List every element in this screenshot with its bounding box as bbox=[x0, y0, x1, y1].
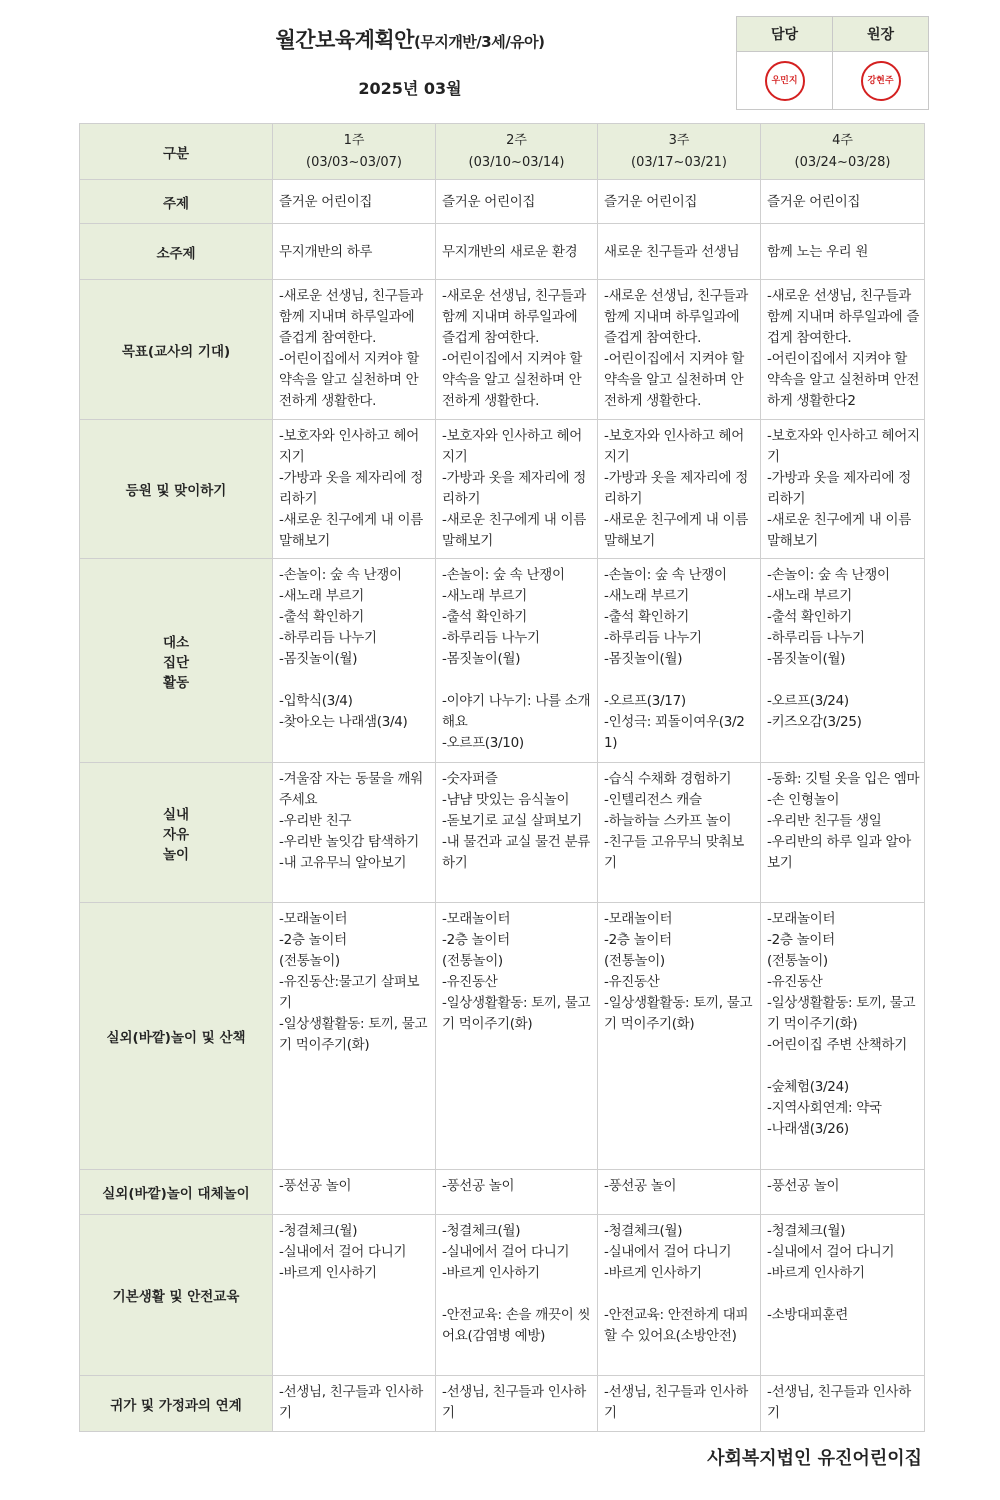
week-name: 3주 bbox=[668, 132, 690, 148]
plan-cell: -풍선공 놀이 bbox=[761, 1170, 925, 1215]
title-subtitle: (무지개반/3세/유아) bbox=[413, 33, 545, 51]
plan-cell: 즐거운 어린이집 bbox=[273, 180, 436, 224]
row-label: 소주제 bbox=[80, 224, 273, 280]
monthly-plan-table bbox=[79, 123, 925, 1432]
plan-cell: -청결체크(월) -실내에서 걸어 다니기 -바르게 인사하기 -안전교육: 손을 깨끗이 씻어요(감염병 예방) bbox=[436, 1215, 598, 1376]
plan-cell: -풍선공 놀이 bbox=[598, 1170, 761, 1215]
week-range: (03/03~03/07) bbox=[306, 154, 402, 170]
plan-cell: 무지개반의 하루 bbox=[273, 224, 436, 280]
plan-cell: 즐거운 어린이집 bbox=[761, 180, 925, 224]
plan-cell: -풍선공 놀이 bbox=[273, 1170, 436, 1215]
week-header bbox=[436, 124, 598, 180]
plan-cell: 함께 노는 우리 원 bbox=[761, 224, 925, 280]
table-row bbox=[80, 280, 925, 420]
plan-cell: -청결체크(월) -실내에서 걸어 다니기 -바르게 인사하기 -안전교육: 안전하게 대피할 수 있어요(소방안전) bbox=[598, 1215, 761, 1376]
plan-cell: -손놀이: 숲 속 난쟁이 -새노래 부르기 -출석 확인하기 -하루리듬 나누기 -몸짓놀이(월) -입학식(3/4) -찾아오는 나래샘(3/4) bbox=[273, 559, 436, 763]
title-main: 월간보육계획안 bbox=[275, 28, 414, 52]
week-header bbox=[598, 124, 761, 180]
plan-cell: -모래놀이터 -2층 놀이터 (전통놀이) -유진동산:물고기 살펴보기 -일상생활활동: 토끼, 물고기 먹이주기(화) bbox=[273, 903, 436, 1170]
stamp-manager: 우민지 bbox=[765, 61, 805, 101]
plan-cell: -풍선공 놀이 bbox=[436, 1170, 598, 1215]
plan-cell: -선생님, 친구들과 인사하기 bbox=[761, 1376, 925, 1432]
table-row bbox=[80, 180, 925, 224]
page-title bbox=[200, 24, 620, 54]
row-label: 실내 자유 놀이 bbox=[80, 763, 273, 903]
plan-cell: -새로운 선생님, 친구들과 함께 지내며 하루일과에 즐겁게 참여한다. -어린이집에서 지켜야 할 약속을 알고 실천하며 안전하게 생활한다2 bbox=[761, 280, 925, 420]
table-row bbox=[80, 763, 925, 903]
plan-cell: -선생님, 친구들과 인사하기 bbox=[598, 1376, 761, 1432]
header-corner: 구분 bbox=[80, 124, 273, 180]
row-label: 실외(바깥)놀이 대체놀이 bbox=[80, 1170, 273, 1215]
plan-cell: -손놀이: 숲 속 난쟁이 -새노래 부르기 -출석 확인하기 -하루리듬 나누기 -몸짓놀이(월) -오르프(3/24) -키즈오감(3/25) bbox=[761, 559, 925, 763]
week-range: (03/10~03/14) bbox=[468, 154, 565, 170]
row-label: 대소 집단 활동 bbox=[80, 559, 273, 763]
plan-cell: -선생님, 친구들과 인사하기 bbox=[273, 1376, 436, 1432]
stamp-director: 강현주 bbox=[861, 61, 901, 101]
week-name: 4주 bbox=[832, 132, 853, 148]
week-name: 2주 bbox=[506, 132, 527, 148]
plan-cell: -동화: 깃털 옷을 입은 엠마 -손 인형놀이 -우리반 친구들 생일 -우리반의 하루 일과 알아보기 bbox=[761, 763, 925, 903]
table-row bbox=[80, 1215, 925, 1376]
plan-cell: -청결체크(월) -실내에서 걸어 다니기 -바르게 인사하기 bbox=[273, 1215, 436, 1376]
plan-cell: -새로운 선생님, 친구들과 함께 지내며 하루일과에 즐겁게 참여한다. -어린이집에서 지켜야 할 약속을 알고 실천하며 안전하게 생활한다. bbox=[273, 280, 436, 420]
table-row bbox=[80, 559, 925, 763]
plan-cell: 새로운 친구들과 선생님 bbox=[598, 224, 761, 280]
table-row bbox=[80, 224, 925, 280]
plan-cell: 즐거운 어린이집 bbox=[598, 180, 761, 224]
organization-name: 사회복지법인 유진어린이집 bbox=[707, 1448, 922, 1469]
plan-cell: -모래놀이터 -2층 놀이터 (전통놀이) -유진동산 -일상생활활동: 토끼, 물고기 먹이주기(화) -어린이집 주변 산책하기 -숲체험(3/24) -지역사회연계: 약국 -나래샘(3/26) bbox=[761, 903, 925, 1170]
week-name: 1주 bbox=[343, 132, 365, 148]
week-range: (03/24~03/28) bbox=[794, 154, 891, 170]
plan-cell: -보호자와 인사하고 헤어지기 -가방과 옷을 제자리에 정리하기 -새로운 친구에게 내 이름 말해보기 bbox=[598, 420, 761, 559]
table-row bbox=[80, 1170, 925, 1215]
approval-header-manager: 담당 bbox=[737, 17, 833, 52]
week-header bbox=[761, 124, 925, 180]
table-row bbox=[80, 420, 925, 559]
plan-cell: 무지개반의 새로운 환경 bbox=[436, 224, 598, 280]
table-row bbox=[80, 1376, 925, 1432]
plan-cell: -새로운 선생님, 친구들과 함께 지내며 하루일과에 즐겁게 참여한다. -어린이집에서 지켜야 할 약속을 알고 실천하며 안전하게 생활한다. bbox=[598, 280, 761, 420]
table-row bbox=[80, 903, 925, 1170]
row-label: 기본생활 및 안전교육 bbox=[80, 1215, 273, 1376]
plan-cell: -모래놀이터 -2층 놀이터 (전통놀이) -유진동산 -일상생활활동: 토끼, 물고기 먹이주기(화) bbox=[436, 903, 598, 1170]
row-label: 주제 bbox=[80, 180, 273, 224]
row-label: 귀가 및 가정과의 연계 bbox=[80, 1376, 273, 1432]
plan-cell: -습식 수채화 경험하기 -인텔리전스 캐슬 -하늘하늘 스카프 놀이 -친구들 고유무늬 맞춰보기 bbox=[598, 763, 761, 903]
approval-cell-director bbox=[833, 52, 929, 110]
plan-date: 2025년 03월 bbox=[358, 79, 462, 98]
plan-cell: -보호자와 인사하고 헤어지기 -가방과 옷을 제자리에 정리하기 -새로운 친구에게 내 이름 말해보기 bbox=[273, 420, 436, 559]
plan-cell: -새로운 선생님, 친구들과 함께 지내며 하루일과에 즐겁게 참여한다. -어린이집에서 지켜야 할 약속을 알고 실천하며 안전하게 생활한다. bbox=[436, 280, 598, 420]
week-header bbox=[273, 124, 436, 180]
approval-header-director: 원장 bbox=[833, 17, 929, 52]
row-label: 등원 및 맞이하기 bbox=[80, 420, 273, 559]
approval-box bbox=[736, 16, 929, 110]
week-range: (03/17~03/21) bbox=[631, 154, 727, 170]
plan-cell: -겨울잠 자는 동물을 깨워주세요 -우리반 친구 -우리반 놀잇감 탐색하기 -내 고유무늬 알아보기 bbox=[273, 763, 436, 903]
plan-cell: -손놀이: 숲 속 난쟁이 -새노래 부르기 -출석 확인하기 -하루리듬 나누기 -몸짓놀이(월) -오르프(3/17) -인성극: 꾀돌이여우(3/21) bbox=[598, 559, 761, 763]
row-label: 실외(바깥)놀이 및 산책 bbox=[80, 903, 273, 1170]
approval-cell-manager bbox=[737, 52, 833, 110]
plan-cell: -보호자와 인사하고 헤어지기 -가방과 옷을 제자리에 정리하기 -새로운 친구에게 내 이름 말해보기 bbox=[436, 420, 598, 559]
plan-cell: -손놀이: 숲 속 난쟁이 -새노래 부르기 -출석 확인하기 -하루리듬 나누기 -몸짓놀이(월) -이야기 나누기: 나를 소개해요 -오르프(3/10) bbox=[436, 559, 598, 763]
row-label: 목표(교사의 기대) bbox=[80, 280, 273, 420]
plan-cell: 즐거운 어린이집 bbox=[436, 180, 598, 224]
plan-cell: -선생님, 친구들과 인사하기 bbox=[436, 1376, 598, 1432]
plan-cell: -청결체크(월) -실내에서 걸어 다니기 -바르게 인사하기 -소방대피훈련 bbox=[761, 1215, 925, 1376]
plan-cell: -숫자퍼즐 -냠냠 맛있는 음식놀이 -돋보기로 교실 살펴보기 -내 물건과 교실 물건 분류하기 bbox=[436, 763, 598, 903]
plan-cell: -모래놀이터 -2층 놀이터 (전통놀이) -유진동산 -일상생활활동: 토끼, 물고기 먹이주기(화) bbox=[598, 903, 761, 1170]
plan-cell: -보호자와 인사하고 헤어지기 -가방과 옷을 제자리에 정리하기 -새로운 친구에게 내 이름 말해보기 bbox=[761, 420, 925, 559]
